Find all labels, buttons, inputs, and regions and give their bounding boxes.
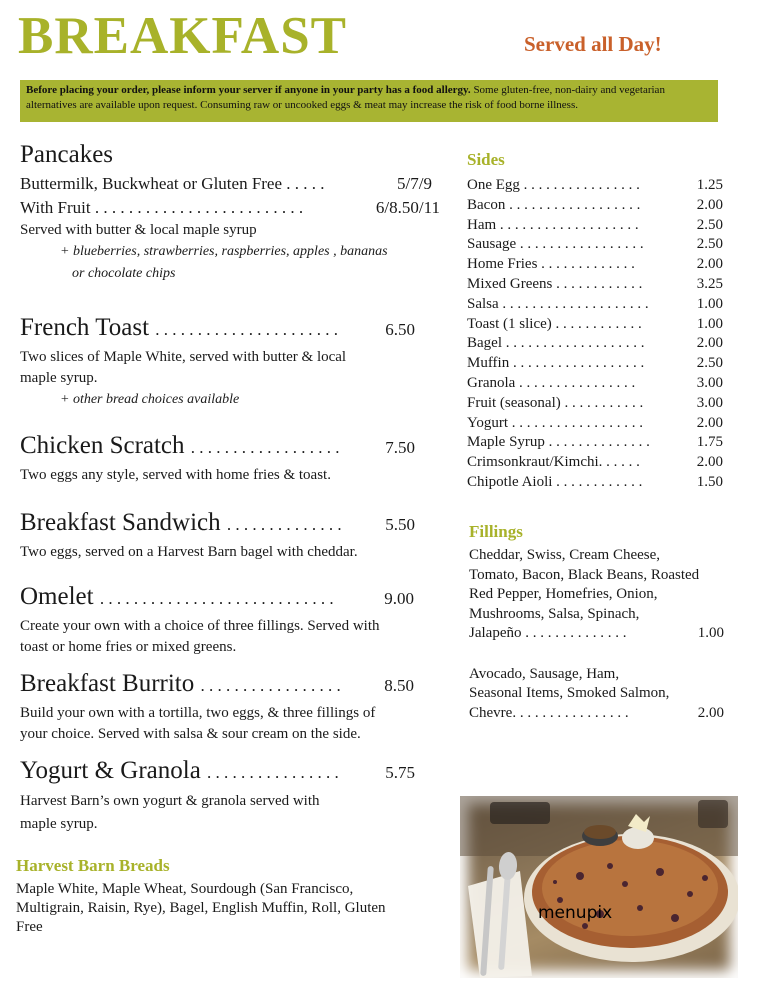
side-item-price: 3.00: [696, 374, 723, 391]
omelet-title: Omelet: [20, 583, 94, 610]
side-item-label: One Egg . . . . . . . . . . . . . . . .: [467, 177, 640, 193]
sides-list: [467, 176, 723, 493]
yogurt-granola-desc-1: Harvest Barn’s own yogurt & granola served with: [20, 793, 320, 809]
breakfast-sandwich-dots: . . . . . . . . . . . . . .: [226, 515, 342, 534]
side-item: [467, 315, 723, 335]
fillings-group2-price: 2.00: [697, 704, 724, 721]
side-item: [467, 473, 723, 493]
omelet-desc-1: Create your own with a choice of three fillings. Served with: [20, 618, 380, 634]
side-item-label: Bagel . . . . . . . . . . . . . . . . . . .: [467, 335, 645, 352]
side-item-price: 2.00: [696, 414, 723, 431]
fillings-group1-line3: Red Pepper, Homefries, Onion,: [469, 586, 658, 602]
fillings-group2-last: Chevre. . . . . . . . . . . . . . . .: [469, 704, 629, 721]
french-toast-extra: + other bread choices available: [60, 392, 240, 407]
menu-title: BREAKFAST: [18, 7, 348, 65]
breakfast-sandwich-section: [20, 508, 415, 563]
fillings-group1-last: Jalapeño . . . . . . . . . . . . . .: [469, 625, 627, 641]
pancakes-section: [20, 140, 440, 285]
side-item: [467, 433, 723, 453]
pancakes-title: Pancakes: [20, 141, 114, 168]
breakfast-burrito-title: Breakfast Burrito: [20, 670, 195, 697]
chicken-scratch-dots: . . . . . . . . . . . . . . . . . .: [190, 438, 340, 457]
breakfast-burrito-desc-2: your choice. Served with salsa & sour cream on the side.: [20, 726, 361, 742]
side-item-price: 2.00: [696, 335, 723, 352]
fillings-group2-line2: Seasonal Items, Smoked Salmon,: [469, 685, 670, 701]
fillings-title: Fillings: [469, 522, 523, 541]
side-item-price: 2.50: [696, 216, 723, 233]
side-item-label: Sausage . . . . . . . . . . . . . . . . .: [467, 236, 644, 253]
french-toast-section: [20, 313, 415, 411]
breakfast-burrito-section: [20, 669, 428, 745]
pancakes-line-fruit: [20, 196, 440, 220]
photo-watermark: menupix: [538, 903, 613, 923]
fillings-group1-price: 1.00: [697, 625, 724, 641]
pancakes-extras-1: + blueberries, strawberries, raspberries, apples , bananas: [60, 244, 388, 259]
side-item-price: 2.50: [696, 355, 723, 372]
breakfast-sandwich-title: Breakfast Sandwich: [20, 509, 221, 536]
side-item-label: Salsa . . . . . . . . . . . . . . . . . . . .: [467, 295, 649, 312]
breakfast-sandwich-desc: Two eggs, served on a Harvest Barn bagel with cheddar.: [20, 544, 358, 560]
side-item: [467, 295, 723, 315]
side-item-price: 1.75: [696, 434, 723, 451]
fillings-group1-line4: Mushrooms, Salsa, Spinach,: [469, 605, 640, 622]
side-item-price: 3.00: [696, 394, 723, 411]
french-toast-title-row: [20, 313, 415, 347]
pancakes-line-plain: [20, 172, 432, 196]
breads-desc-1: Maple White, Maple Wheat, Sourdough (San Francisco,: [16, 881, 354, 897]
side-item: [467, 453, 723, 473]
served-all-day-label: Served all Day!: [524, 32, 662, 56]
side-item: [467, 255, 723, 275]
side-item-label: Muffin . . . . . . . . . . . . . . . . . .: [467, 355, 645, 372]
side-item-label: Home Fries . . . . . . . . . . . . .: [467, 256, 635, 273]
breakfast-burrito-title-row: [20, 669, 414, 703]
yogurt-granola-title: Yogurt & Granola: [20, 757, 201, 784]
side-item-label: Bacon . . . . . . . . . . . . . . . . . .: [467, 196, 641, 213]
breads-section: [16, 856, 436, 937]
sides-section: [467, 150, 723, 493]
side-item: [467, 196, 723, 216]
yogurt-granola-desc-2: maple syrup.: [20, 816, 98, 832]
pancake-photo: [460, 796, 738, 978]
side-item: [467, 275, 723, 295]
french-toast-dots: . . . . . . . . . . . . . . . . . . . . . .: [155, 320, 339, 339]
french-toast-title: French Toast: [20, 314, 150, 341]
fillings-group2-last-row: [469, 704, 724, 724]
side-item: [467, 374, 723, 394]
breakfast-sandwich-price: 5.50: [385, 515, 415, 534]
fillings-group1-line2: Tomato, Bacon, Black Beans, Roasted: [469, 566, 700, 583]
pancakes-desc: Served with butter & local maple syrup: [20, 222, 257, 238]
side-item: [467, 334, 723, 354]
side-item-label: Toast (1 slice) . . . . . . . . . . . .: [467, 315, 642, 332]
omelet-title-row: [20, 582, 414, 616]
breads-desc-2: Multigrain, Raisin, Rye), Bagel, English Muffin, Roll, Gluten: [16, 900, 386, 916]
side-item-label: Ham . . . . . . . . . . . . . . . . . . .: [467, 216, 639, 233]
side-item-label: Granola . . . . . . . . . . . . . . . .: [467, 374, 636, 391]
chicken-scratch-title: Chicken Scratch: [20, 432, 185, 459]
yogurt-granola-section: [20, 756, 415, 836]
side-item-price: 1.00: [696, 315, 723, 332]
pancake-photo-art: [460, 796, 738, 978]
breakfast-sandwich-title-row: [20, 508, 415, 542]
allergy-notice-text: Some gluten-free, non-dairy and vegetarian alternatives are available upon request. Consuming raw or uncooked eggs & meat may increase the risk of food borne illness.: [26, 84, 665, 111]
fillings-group1-last-row: [469, 624, 724, 644]
chicken-scratch-price: 7.50: [385, 438, 415, 457]
sides-title: Sides: [467, 150, 505, 169]
side-item: [467, 414, 723, 434]
yogurt-granola-title-row: [20, 756, 415, 790]
omelet-dots: . . . . . . . . . . . . . . . . . . . . . . . . . . . .: [99, 589, 334, 608]
side-item-price: 1.25: [696, 177, 723, 193]
side-item-label: Yogurt . . . . . . . . . . . . . . . . . .: [467, 414, 643, 431]
omelet-desc-2: toast or home fries or mixed greens.: [20, 639, 237, 655]
side-item-label: Crimsonkraut/Kimchi. . . . . .: [467, 454, 640, 471]
breakfast-burrito-price: 8.50: [384, 676, 414, 695]
chicken-scratch-desc: Two eggs any style, served with home fries & toast.: [20, 467, 331, 483]
side-item: [467, 354, 723, 374]
side-item-label: Mixed Greens . . . . . . . . . . . .: [467, 275, 643, 292]
omelet-section: [20, 582, 428, 658]
yogurt-granola-price: 5.75: [385, 763, 415, 782]
fillings-group2-line1: Avocado, Sausage, Ham,: [469, 665, 620, 682]
side-item: [467, 394, 723, 414]
side-item-price: 1.50: [696, 473, 723, 490]
allergy-notice: [20, 80, 718, 122]
omelet-price: 9.00: [384, 589, 414, 608]
side-item-price: 3.25: [696, 275, 723, 292]
side-item-label: Maple Syrup . . . . . . . . . . . . . .: [467, 434, 650, 451]
side-item-label: Chipotle Aioli . . . . . . . . . . . .: [467, 473, 643, 490]
pancakes-extras-2: or chocolate chips: [72, 266, 176, 281]
fillings-section: [469, 522, 729, 723]
chicken-scratch-section: [20, 431, 415, 486]
chicken-scratch-title-row: [20, 431, 415, 465]
side-item-price: 2.50: [696, 236, 723, 253]
breakfast-burrito-dots: . . . . . . . . . . . . . . . . .: [200, 676, 341, 695]
allergy-notice-bold: Before placing your order, please inform your server if anyone in your party has a food allergy.: [26, 84, 471, 96]
side-item: [467, 216, 723, 236]
french-toast-price: 6.50: [385, 320, 415, 339]
side-item-price: 1.00: [696, 295, 723, 312]
side-item-price: 2.00: [696, 454, 723, 471]
yogurt-granola-dots: . . . . . . . . . . . . . . . .: [207, 763, 339, 782]
french-toast-desc-2: maple syrup.: [20, 370, 98, 386]
side-item: [467, 235, 723, 255]
breads-title: Harvest Barn Breads: [16, 856, 170, 875]
pancakes-line2-label: With Fruit . . . . . . . . . . . . . . . . . . . . . . . . .: [20, 198, 304, 217]
breakfast-burrito-desc-1: Build your own with a tortilla, two eggs, & three fillings of: [20, 705, 376, 721]
pancakes-line2-price: 6/8.50/11: [375, 198, 440, 217]
side-item-label: Fruit (seasonal) . . . . . . . . . . .: [467, 394, 644, 411]
fillings-group1-line1: Cheddar, Swiss, Cream Cheese,: [469, 547, 661, 563]
pancakes-line1-price: 5/7/9: [397, 174, 432, 193]
french-toast-desc-1: Two slices of Maple White, served with butter & local: [20, 349, 347, 365]
side-item-price: 2.00: [696, 196, 723, 213]
side-item-price: 2.00: [696, 256, 723, 273]
pancakes-line1-label: Buttermilk, Buckwheat or Gluten Free . . . . .: [20, 174, 325, 193]
breads-desc-3: Free: [16, 919, 43, 935]
side-item: [467, 176, 723, 196]
